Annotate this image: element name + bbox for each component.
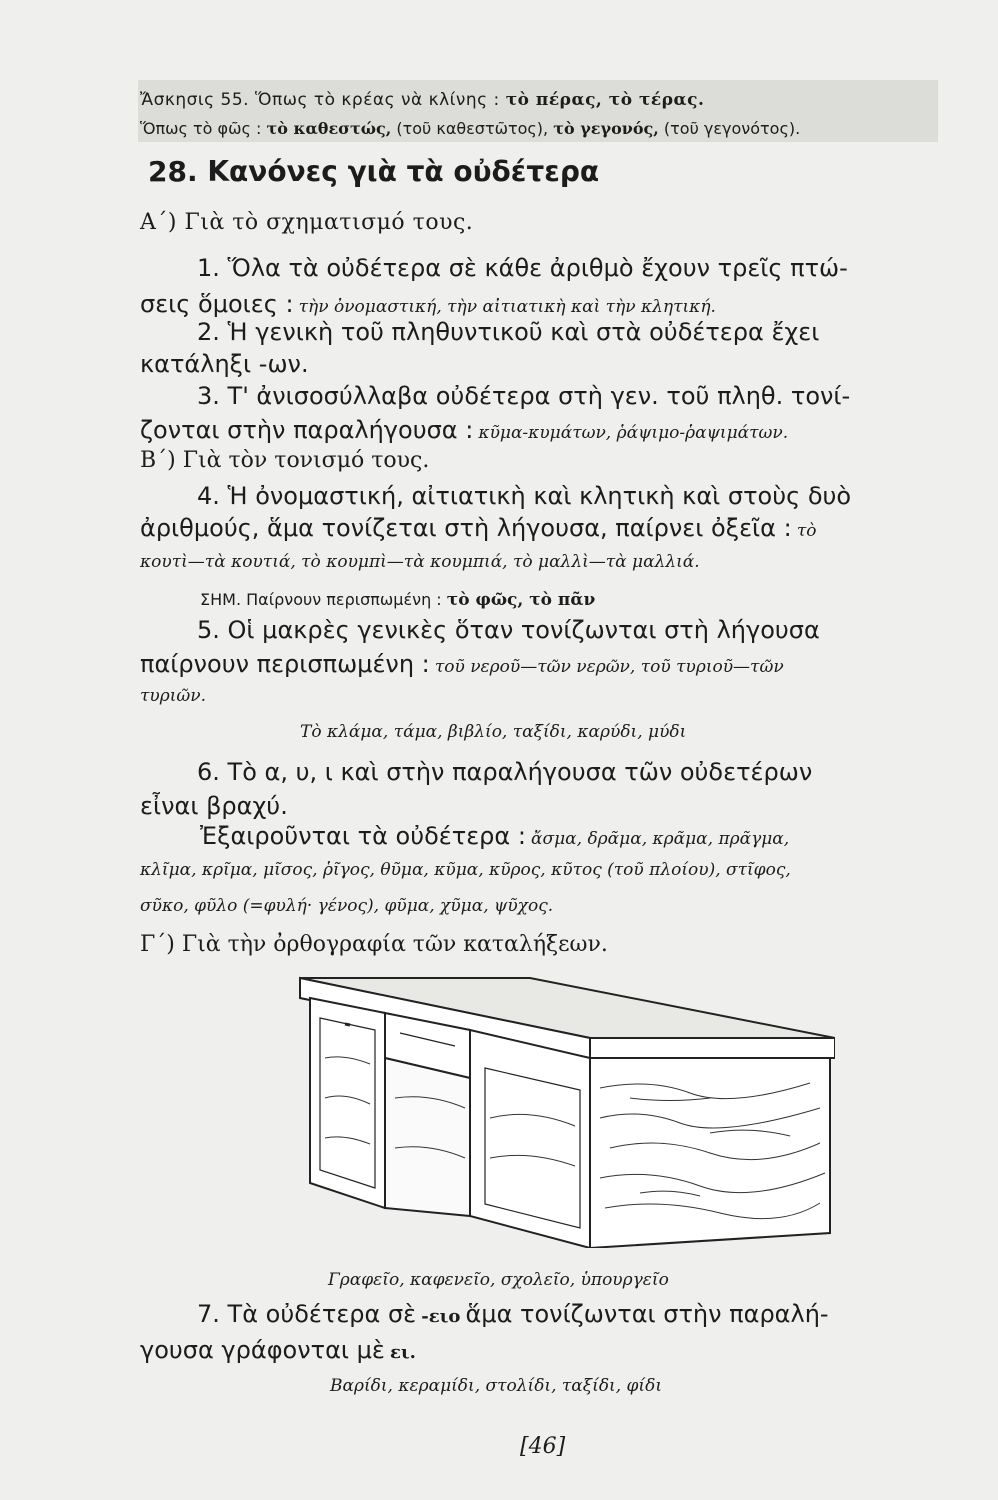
rule-1-text: σεις ὅμοιες : xyxy=(140,290,294,318)
exercise-line-2 xyxy=(140,121,800,137)
part-c-heading: Γ΄) Γιὰ τὴν ὀρθογραφία τῶν καταλήξεων. xyxy=(140,932,608,957)
rule-7-letters: ει. xyxy=(389,1342,416,1363)
exceptions-text: Ἐξαιροῦνται τὰ οὐδέτερα : xyxy=(200,822,526,850)
page-number: [46] xyxy=(520,1434,566,1459)
rule-1-line-2 xyxy=(140,292,716,316)
rule-7-line-2 xyxy=(140,1338,416,1362)
rule-3-examples: κῦμα-κυμάτων, ῥάψιμο-ῥαψιμάτων. xyxy=(478,423,789,443)
rule-4-text: ἀριθμούς, ἅμα τονίζεται στὴ λήγουσα, παίρνει ὀξεῖα : xyxy=(140,514,792,542)
example-line-1: Τὸ κλάμα, τάμα, βιβλίο, ταξίδι, καρύδι, μύδι xyxy=(300,722,687,742)
rule-4-line-1: 4. Ἡ ὀνομαστική, αἰτιατικὴ καὶ κλητικὴ καὶ στοὺς δυὸ xyxy=(197,482,852,510)
rule-6-line-1: 6. Τὸ α, υ, ι καὶ στὴν παραλήγουσα τῶν οὐδετέρων xyxy=(197,758,813,786)
rule-7-text-c: ἅμα τονίζωνται στὴν παραλή- xyxy=(465,1300,829,1328)
rule-5-text: παίρνουν περισπωμένη : xyxy=(140,650,430,678)
rule-3-line-2 xyxy=(140,418,788,442)
rule-5-line-1: 5. Οἱ μακρὲς γενικὲς ὅταν τονίζωνται στὴ λήγουσα xyxy=(197,616,820,644)
rule-2-line-1: 2. Ἡ γενικὴ τοῦ πληθυντικοῦ καὶ στὰ οὐδέτερα ἔχει xyxy=(197,318,820,346)
part-b-heading-text: Β΄) Γιὰ τὸν τονισμό τους. xyxy=(140,448,430,473)
example-line-2: Βαρίδι, κεραμίδι, στολίδι, ταξίδι, φίδι xyxy=(330,1376,662,1396)
part-a-heading: Α΄) Γιὰ τὸ σχηματισμό τους. xyxy=(140,210,474,235)
exercise-line-1 xyxy=(140,92,704,109)
exercise-paren-1: (τοῦ καθεστῶτος), xyxy=(396,119,549,138)
note-bold: τὸ φῶς, τὸ πᾶν xyxy=(446,590,596,610)
rule-1-line-1: 1. Ὅλα τὰ οὐδέτερα σὲ κάθε ἀριθμὸ ἔχουν τρεῖς πτώ- xyxy=(197,254,848,282)
exercise-bold-2b: τὸ γεγονός, xyxy=(553,119,659,138)
rule-5-examples: τοῦ νεροῦ—τῶν νερῶν, τοῦ τυριοῦ—τῶν xyxy=(434,657,784,677)
note-text: Παίρνουν περισπωμένη : xyxy=(246,590,442,609)
rule-7-line-1 xyxy=(197,1302,829,1326)
rule-3-text: ζονται στὴν παραλήγουσα : xyxy=(140,416,474,444)
note-line xyxy=(200,592,595,609)
note-label: ΣΗΜ. xyxy=(200,590,242,609)
rule-4-article: τὸ xyxy=(796,521,817,541)
rule-1-examples: τὴν ὀνομαστική, τὴν αἰτιατικὴ καὶ τὴν κλητική. xyxy=(298,297,716,317)
rule-5-examples-end: τυριῶν. xyxy=(140,686,206,706)
rule-7-ending: -ειο xyxy=(421,1306,461,1327)
rule-7-text-a: 7. Τὰ οὐδέτερα σὲ xyxy=(197,1300,417,1328)
rule-2-line-2: κατάληξι -ων. xyxy=(140,350,309,378)
exceptions-line-2: κλῖμα, κρῖμα, μῖσος, ῥῖγος, θῦμα, κῦμα, κῦρος, κῦτος (τοῦ πλοίου), στῖφος, xyxy=(140,860,791,880)
exceptions-examples-1: ἄσμα, δρᾶμα, κρᾶμα, πρᾶγμα, xyxy=(531,829,790,849)
part-b-heading xyxy=(140,450,429,472)
exceptions-line-3: σῦκο, φῦλο (=φυλή· γένος), φῦμα, χῦμα, ψῦχος. xyxy=(140,896,554,916)
exercise-label: Ἄσκησις 55. xyxy=(140,90,250,110)
exercise-text-2: Ὅπως τὸ φῶς : xyxy=(140,119,262,138)
exceptions-line-1 xyxy=(200,824,789,848)
section-title: 28. Κανόνες γιὰ τὰ οὐδέτερα xyxy=(148,155,600,188)
rule-4-examples: κουτὶ—τὰ κουτιά, τὸ κουμπὶ—τὰ κουμπιά, τὸ μαλλὶ—τὰ μαλλιά. xyxy=(140,552,700,572)
desk-illustration xyxy=(290,958,835,1248)
exercise-bold: τὸ πέρας, τὸ τέρας. xyxy=(505,90,705,110)
exercise-paren-2: (τοῦ γεγονότος). xyxy=(663,119,801,138)
exercise-text: Ὅπως τὸ κρέας νὰ κλίνης : xyxy=(255,90,500,110)
rule-4-line-2 xyxy=(140,516,816,540)
rule-6-line-2: εἶναι βραχύ. xyxy=(140,792,288,820)
rule-5-line-2 xyxy=(140,652,784,676)
illustration-caption: Γραφεῖο, καφενεῖο, σχολεῖο, ὑπουργεῖο xyxy=(328,1270,669,1290)
exercise-bold-2a: τὸ καθεστώς, xyxy=(266,119,392,138)
rule-7-text-2: γουσα γράφονται μὲ xyxy=(140,1336,385,1364)
rule-3-line-1: 3. Τ' ἀνισοσύλλαβα οὐδέτερα στὴ γεν. τοῦ πληθ. τονί- xyxy=(197,382,851,410)
desk-icon xyxy=(300,978,835,1248)
